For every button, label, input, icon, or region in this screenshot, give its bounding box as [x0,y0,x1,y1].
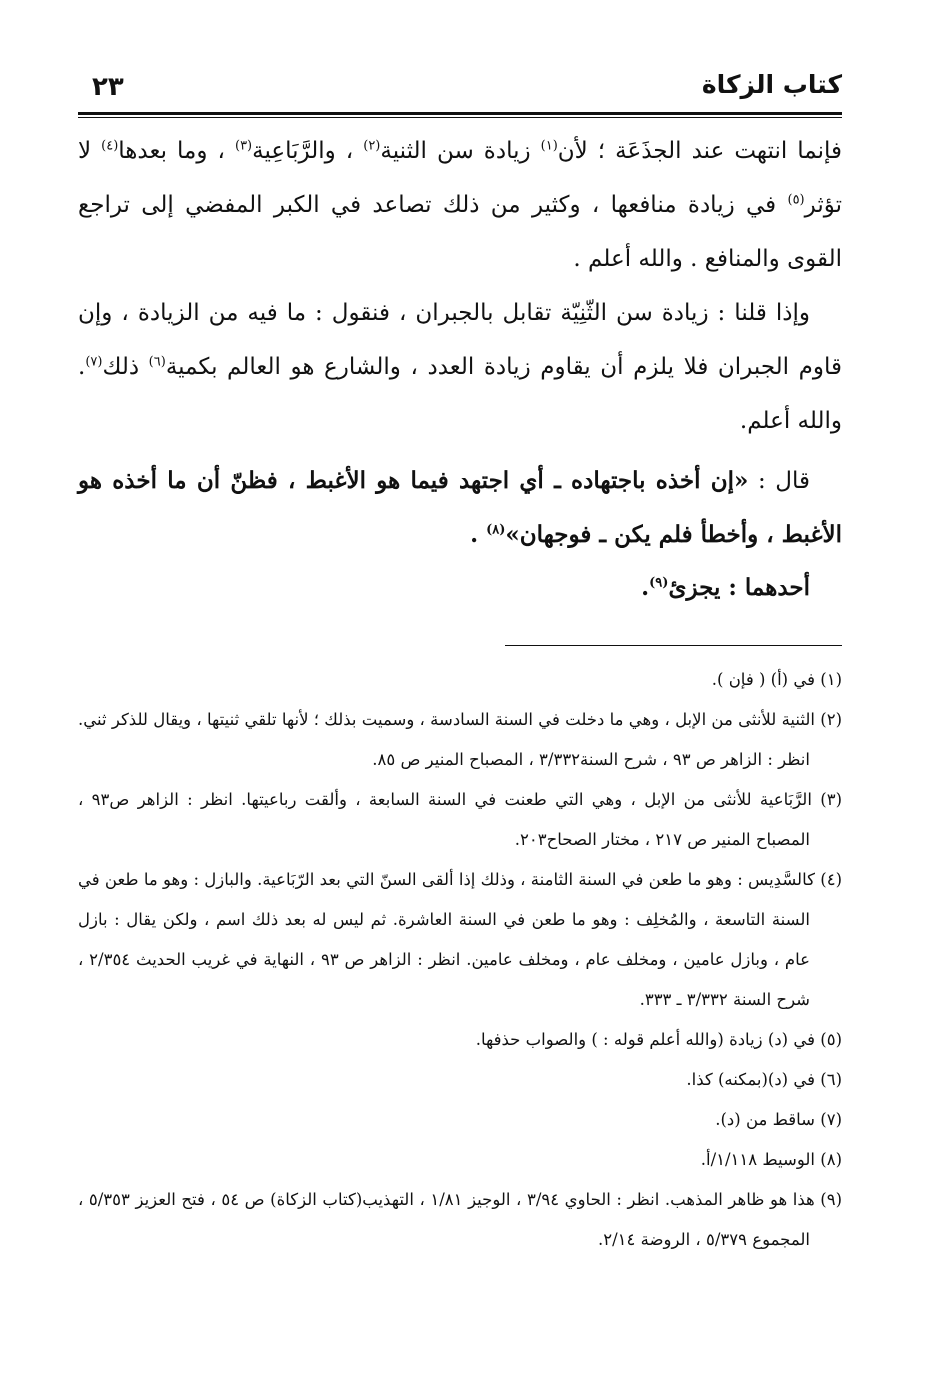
footnote-marker-3: (٣) [234,138,253,154]
footnote [78,860,842,1020]
text-run: ، وما بعدها [118,138,235,164]
text-run: ، والرَّبَاعِية [252,138,364,164]
footnote-number: (٥) [820,1030,842,1049]
footnote-text: في (د) زيادة (والله أعلم قوله : ) والصواب حذفها. [475,1030,815,1049]
footnote-text: في (د)(بمكنه) كذا. [686,1070,815,1089]
footnote-text: الرَّبَاعية للأنثى من الإبل ، وهي التي طعنت في السنة السابعة ، وألقت رباعيتها. انظر : الزاهر ص٩٣ ، المصباح المنير ص ٢١٧ ، مختار الصحاح٢٠٣. [78,790,812,849]
footnote-text: الثنية للأنثى من الإبل ، وهي ما دخلت في السنة السادسة ، وسميت بذلك ؛ لأنها تلقي ثنيتها ، ويقال للذكر ثني. انظر : الزاهر ص ٩٣ ، شرح السنة٣/٣٣٢ ، المصباح المنير ص ٨٥. [78,710,815,769]
text-run: . [470,521,487,548]
footnote [78,1060,842,1100]
first-opinion [78,562,842,614]
footnote-number: (٤) [820,870,842,889]
running-header [78,62,842,108]
footnote-text: ساقط من (د). [715,1110,815,1129]
footnote-number: (٢) [820,710,842,729]
footnote [78,700,842,780]
footnote-number: (٦) [820,1070,842,1089]
footnote [78,1020,842,1060]
footnote-number: (١) [820,670,842,689]
footnote-text: في (أ) ( فإن ). [711,670,815,689]
text-run: . والله أعلم. [78,354,842,434]
footnote [78,660,842,700]
text-run: زيادة سن الثنية [380,138,541,164]
paragraph-2 [78,286,842,448]
footnote-text: كالسَّدِيس : وهو ما طعن في السنة الثامنة ، وذلك إذا ألقى السنّ التي بعد الرّبَاعية. والبازل : وهو ما طعن في السنة التاسعة ، والمُخلِف : وهو ما طعن في السنة العاشرة. ثم ليس له بعد ذلك اسم ، ولكن يقال : بازل عام ، وبازل عامين ، ومخلف عام ، ومخلف عامين. انظر : الزاهر ص ٩٣ ، النهاية في غريب الحديث ٢/٣٥٤ ، شرح السنة ٣/٣٣٢ ـ ٣٣٣. [78,870,815,1009]
quote-text: «إن أخذه باجتهاده ـ أي اجتهد فيما هو الأغبط ، فظنّ أن ما أخذه هو الأغبط ، وأخطأ فلم يكن ـ فوجهان» [78,467,842,548]
footnote-marker-6: (٦) [148,354,166,370]
footnote-marker-1: (١) [540,138,558,154]
footnote-number: (٨) [820,1150,842,1169]
quoted-statement [78,454,842,562]
text-run: . [641,574,650,601]
footnote [78,780,842,860]
paragraph-1 [78,124,842,286]
main-text [78,124,842,614]
header-rule-thin [78,117,842,118]
footnote-marker-8: (٨) [486,522,506,538]
text-run: ذلك [102,354,149,380]
footnote [78,1100,842,1140]
footnote-marker-2: (٢) [363,138,381,154]
footnote-text: هذا هو ظاهر المذهب. انظر : الحاوي ٣/٩٤ ، الوجيز ١/٨١ ، التهذيب(كتاب الزكاة) ص ٥٤ ، فتح العزيز ٥/٣٥٣ ، المجموع ٥/٣٧٩ ، الروضة ٢/١٤. [78,1190,815,1249]
page-number: ٢٣ [92,72,124,102]
answer-text: أحدهما : يجزئ [668,574,810,601]
footnote-marker-9: (٩) [649,575,669,591]
footnote-number: (٧) [820,1110,842,1129]
footnote-text: الوسيط ١/١١٨/أ. [700,1150,815,1169]
footnote-marker-5: (٥) [787,192,805,208]
text-run: فإنما انتهت عند الجذَعَة ؛ لأن [557,138,843,164]
text-run: في زيادة منافعها ، وكثير من ذلك تصاعد في الكبر المفضي إلى تراجع القوى والمنافع . والله أعلم . [78,192,842,272]
text-run: وإذا قلنا : زيادة سن الثّنِيّة تقابل بالجبران ، فنقول : ما فيه من الزيادة ، وإن قاوم الجبران فلا يلزم أن يقاوم زيادة العدد ، والشارع هو العالم بكمية [78,300,842,380]
footnote-separator [505,645,842,646]
footnote [78,1140,842,1180]
footnote-marker-4: (٤) [101,138,119,154]
footnote-number: (٩) [820,1190,842,1209]
footnote-marker-7: (٧) [85,354,103,370]
footnote-number: (٣) [820,790,842,809]
footnote [78,1180,842,1260]
text-run: لا تؤثر [78,138,842,218]
chapter-title: كتاب الزكاة [701,70,842,99]
quote-lead: قال : [748,468,810,494]
header-rule [78,112,842,115]
footnotes [78,660,842,1260]
